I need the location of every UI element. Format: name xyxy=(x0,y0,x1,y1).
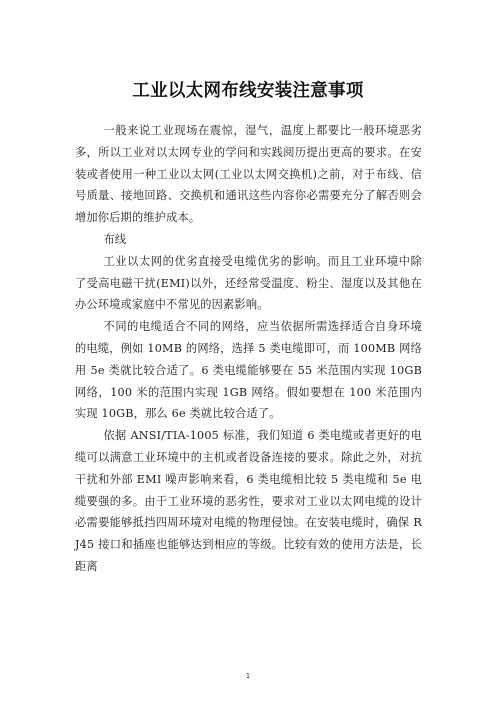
document-title: 工业以太网布线安装注意事项 xyxy=(132,81,364,101)
page-number: 1 xyxy=(245,672,251,680)
paragraph-standard: 依据 ANSI/TIA-1005 标准，我们知道 6 类电缆或者更好的电缆可以满意工业环境中的主机或者设备连接的要求。除此之外，对抗干扰和外部 EMI 噪声影响来看，6 类电缆相比较 5 类电缆和 5e 电缆要强的多。由于工业环境的恶劣性，要求对工业以太网电缆的设计必需要能够抵挡四周环境对电缆的物理侵蚀。在安装电缆时，确保 RJ45 接口和插座也能够达到相应的等级。比较有效的使用方法是，长距离 xyxy=(75,429,422,573)
section-heading-wiring: 布线 xyxy=(103,232,127,246)
intro-paragraph: 一般来说工业现场在震惊，湿气，温度上都要比一般环境恶劣多，所以工业对以太网专业的学问和实践阅历提出更高的要求。在安装或者使用一种工业以太网(工业以太网交换机)之前，对于布线、信号质量、接地回路、交换机和通讯这些内容你必需要充分了解否则会增加你后期的维护成本。 xyxy=(75,124,422,225)
document-body xyxy=(75,120,422,578)
paragraph-cable-quality: 工业以太网的优劣直接受电缆优劣的影响。而且工业环境中除了受高电磁干扰(EMI)以外，还经常受温度、粉尘、湿度以及其他在办公环境或家庭中不常见的因素影响。 xyxy=(75,254,422,312)
paragraph-cable-categories: 不同的电缆适合不同的网络，应当依据所需选择适合自身环境的电缆，例如 10MB 的网络，选择 5 类电缆即可，而 100MB 网络用 5e 类就比较合适了。6 类电缆能够要在 55 米范围内实现 10GB 网络，100 米的范围内实现 1GB 网络。假如要想在 100 米范围内实现 10GB，那么 6e 类就比较合适了。 xyxy=(75,320,422,421)
